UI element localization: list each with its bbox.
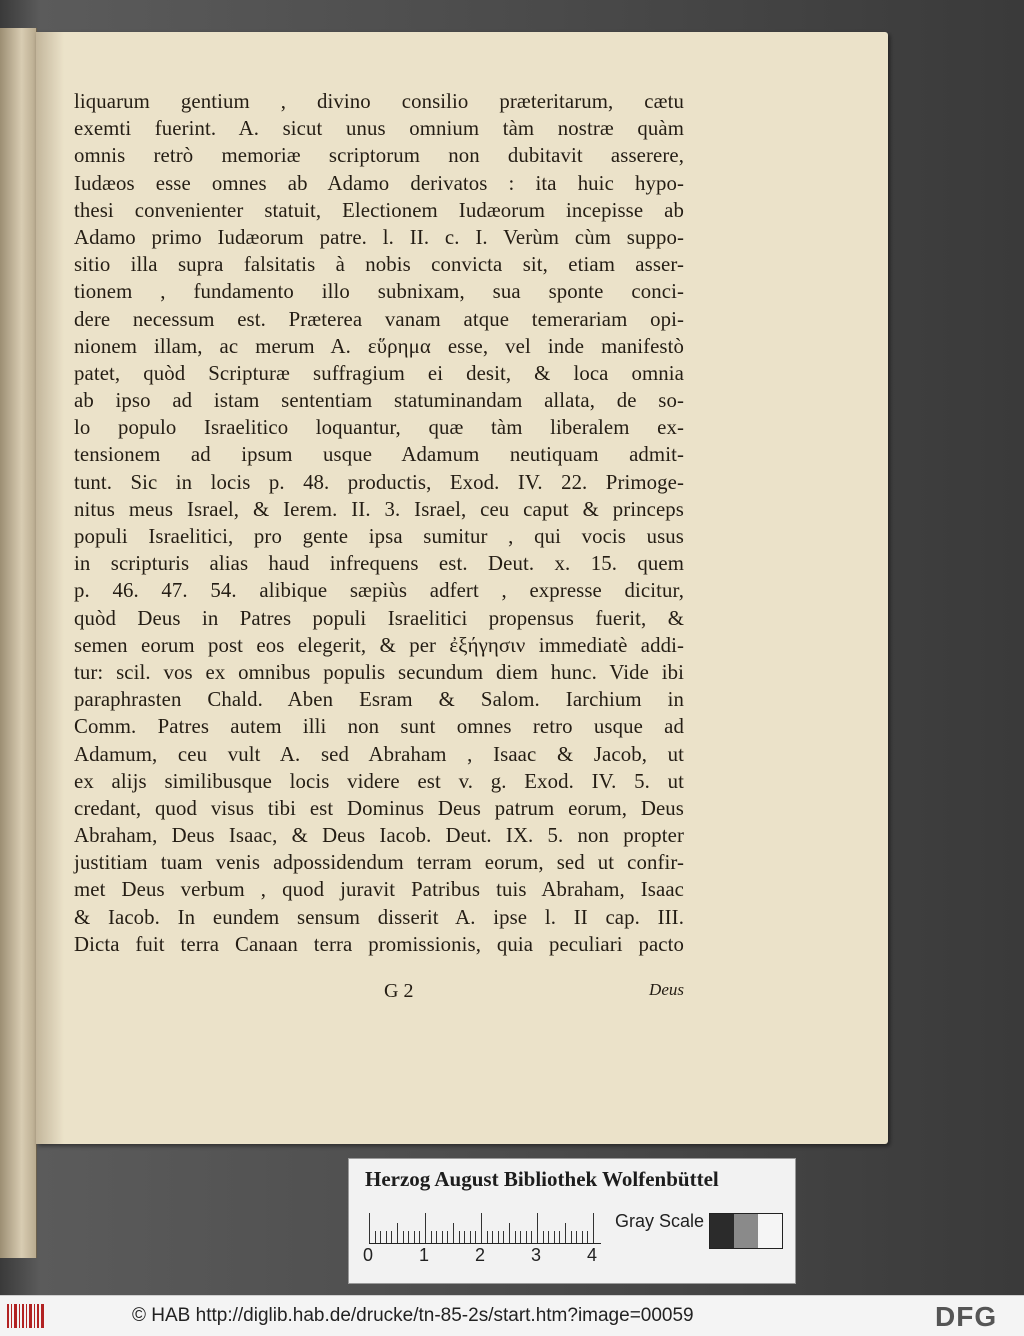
ruler-tick bbox=[369, 1213, 370, 1243]
viewer-footer bbox=[0, 1295, 1024, 1336]
text-line: Iudæos esse omnes ab Adamo derivatos : ita huic hypo- bbox=[74, 171, 684, 195]
gray-swatch-mid bbox=[734, 1214, 758, 1248]
ruler-tick bbox=[442, 1231, 443, 1243]
ruler-tick bbox=[481, 1213, 482, 1243]
ruler-tick bbox=[537, 1213, 538, 1243]
ruler-tick bbox=[509, 1223, 510, 1243]
text-line: semen eorum post eos elegerit, & per ἐξήγησιν immediatè addi- bbox=[74, 633, 684, 657]
ruler-tick bbox=[414, 1231, 415, 1243]
ruler-numbers bbox=[363, 1245, 613, 1269]
text-line: populi Israelitici, pro gente ipsa sumitur , qui vocis usus bbox=[74, 525, 684, 548]
ruler-tick bbox=[498, 1231, 499, 1243]
ruler-tick bbox=[515, 1231, 516, 1243]
text-line: patet, quòd Scripturæ suffragium ei desit, & loca omnia bbox=[74, 361, 684, 385]
text-line: & Iacob. In eundem sensum disserit A. ipse l. II cap. III. bbox=[74, 905, 684, 929]
ruler-tick bbox=[571, 1231, 572, 1243]
text-line: omnis retrò memoriæ scriptorum non dubitavit asserere, bbox=[74, 144, 684, 168]
ruler-tick bbox=[425, 1213, 426, 1243]
page-foot bbox=[74, 980, 684, 1008]
text-line: liquarum gentium , divino consilio præteritarum, cætu bbox=[74, 90, 684, 113]
ruler-tick bbox=[526, 1231, 527, 1243]
ruler-tick bbox=[554, 1231, 555, 1243]
text-line: Dicta fuit terra Canaan terra promissionis, quia peculiari pacto bbox=[74, 932, 684, 956]
ruler-tick bbox=[386, 1231, 387, 1243]
grayscale-label: Gray Scale bbox=[615, 1211, 705, 1231]
ruler-tick bbox=[475, 1231, 476, 1243]
barcode-icon bbox=[6, 1302, 46, 1330]
text-line: quòd Deus in Patres populi Israelitici propensus fuerit, & bbox=[74, 606, 684, 630]
text-line: tur: scil. vos ex omnibus populis secundum diem hunc. Vide ibi bbox=[74, 660, 684, 684]
ruler-tick bbox=[453, 1223, 454, 1243]
ruler-tick bbox=[436, 1231, 437, 1243]
text-line: ab ipso ad istam sententiam statuminandam allata, de so- bbox=[74, 389, 684, 413]
ruler-tick bbox=[593, 1213, 594, 1243]
text-line: nitus meus Israel, & Ierem. II. 3. Israel, ceu caput & princeps bbox=[74, 497, 684, 521]
grayscale-swatch bbox=[709, 1213, 783, 1249]
text-line: justitiam tuam venis adpossidendum terram eorum, sed ut confir- bbox=[74, 851, 684, 875]
ruler-number: 4 bbox=[587, 1245, 598, 1265]
ruler-tick bbox=[492, 1231, 493, 1243]
ruler-tick bbox=[559, 1231, 560, 1243]
scale-ruler bbox=[369, 1209, 601, 1244]
text-line: tensionem ad ipsum usque Adamum neutiquam admit- bbox=[74, 443, 684, 467]
facing-page-edge bbox=[0, 28, 37, 1258]
ruler-tick bbox=[403, 1231, 404, 1243]
color-calibration-card bbox=[348, 1158, 796, 1284]
text-line: Adamum, ceu vult A. sed Abraham , Isaac & Jacob, ut bbox=[74, 742, 684, 766]
text-line: lo populo Israelitico loquantur, quæ tàm liberalem ex- bbox=[74, 416, 684, 440]
text-line: met Deus verbum , quod juravit Patribus tuis Abraham, Isaac bbox=[74, 878, 684, 902]
ruler-tick bbox=[543, 1231, 544, 1243]
ruler-tick bbox=[487, 1231, 488, 1243]
book-page bbox=[36, 32, 888, 1144]
text-line: Adamo primo Iudæorum patre. l. II. c. I. Verùm cùm suppo- bbox=[74, 225, 684, 249]
ruler-tick bbox=[548, 1231, 549, 1243]
signature-mark: G 2 bbox=[384, 980, 414, 1002]
ruler-tick bbox=[380, 1231, 381, 1243]
text-line: ex alijs similibusque locis videre est v. g. Exod. IV. 5. ut bbox=[74, 769, 684, 793]
ruler-tick bbox=[503, 1231, 504, 1243]
text-line: exemti fuerint. A. sicut unus omnium tàm nostræ quàm bbox=[74, 117, 684, 141]
text-line: credant, quod visus tibi est Dominus Deus patrum eorum, Deus bbox=[74, 796, 684, 820]
ruler-tick bbox=[397, 1223, 398, 1243]
ruler-tick bbox=[470, 1231, 471, 1243]
text-line: p. 46. 47. 54. alibique sæpiùs adfert , expresse dicitur, bbox=[74, 579, 684, 603]
ruler-tick bbox=[582, 1231, 583, 1243]
text-line: Comm. Patres autem illi non sunt omnes retro usque ad bbox=[74, 715, 684, 739]
ruler-tick bbox=[587, 1231, 588, 1243]
gray-swatch-light bbox=[758, 1214, 782, 1248]
ruler-tick bbox=[531, 1231, 532, 1243]
text-line: nionem illam, ac merum A. εὕρημα esse, vel inde manifestò bbox=[74, 334, 684, 358]
ruler-tick bbox=[464, 1231, 465, 1243]
ruler-tick bbox=[576, 1231, 577, 1243]
library-name: Herzog August Bibliothek Wolfenbüttel bbox=[365, 1167, 719, 1191]
gray-swatch-dark bbox=[710, 1214, 734, 1248]
ruler-tick bbox=[431, 1231, 432, 1243]
ruler-tick bbox=[391, 1231, 392, 1243]
ruler-tick bbox=[419, 1231, 420, 1243]
text-line: tunt. Sic in locis p. 48. productis, Exod. IV. 22. Primoge- bbox=[74, 470, 684, 494]
ruler-tick bbox=[565, 1223, 566, 1243]
text-line: Abraham, Deus Isaac, & Deus Iacob. Deut. IX. 5. non propter bbox=[74, 824, 684, 848]
text-line: sitio illa supra falsitatis à nobis convicta sit, etiam asser- bbox=[74, 253, 684, 277]
catchword: Deus bbox=[649, 980, 684, 999]
text-line: thesi convenienter statuit, Electionem Iudæorum incepisse ab bbox=[74, 198, 684, 222]
text-line: in scripturis alias haud infrequens est. Deut. x. 15. quem bbox=[74, 552, 684, 576]
text-line: paraphrasten Chald. Aben Esram & Salom. Iarchium in bbox=[74, 688, 684, 712]
text-line: tionem , fundamento illo subnixam, sua sponte conci- bbox=[74, 280, 684, 304]
ruler-number: 0 bbox=[363, 1245, 374, 1265]
ruler-tick bbox=[520, 1231, 521, 1243]
ruler-number: 1 bbox=[419, 1245, 430, 1265]
ruler-number: 2 bbox=[475, 1245, 486, 1265]
ruler-number: 3 bbox=[531, 1245, 542, 1265]
ruler-tick bbox=[459, 1231, 460, 1243]
ruler-tick bbox=[408, 1231, 409, 1243]
ruler-tick bbox=[375, 1231, 376, 1243]
page-text bbox=[74, 88, 684, 958]
dfg-logo: DFG bbox=[935, 1301, 998, 1332]
copyright-link[interactable]: © HAB http://diglib.hab.de/drucke/tn-85-2s/start.htm?image=00059 bbox=[132, 1305, 694, 1326]
ruler-tick bbox=[447, 1231, 448, 1243]
text-line: dere necessum est. Præterea vanam atque temerariam opi- bbox=[74, 307, 684, 331]
